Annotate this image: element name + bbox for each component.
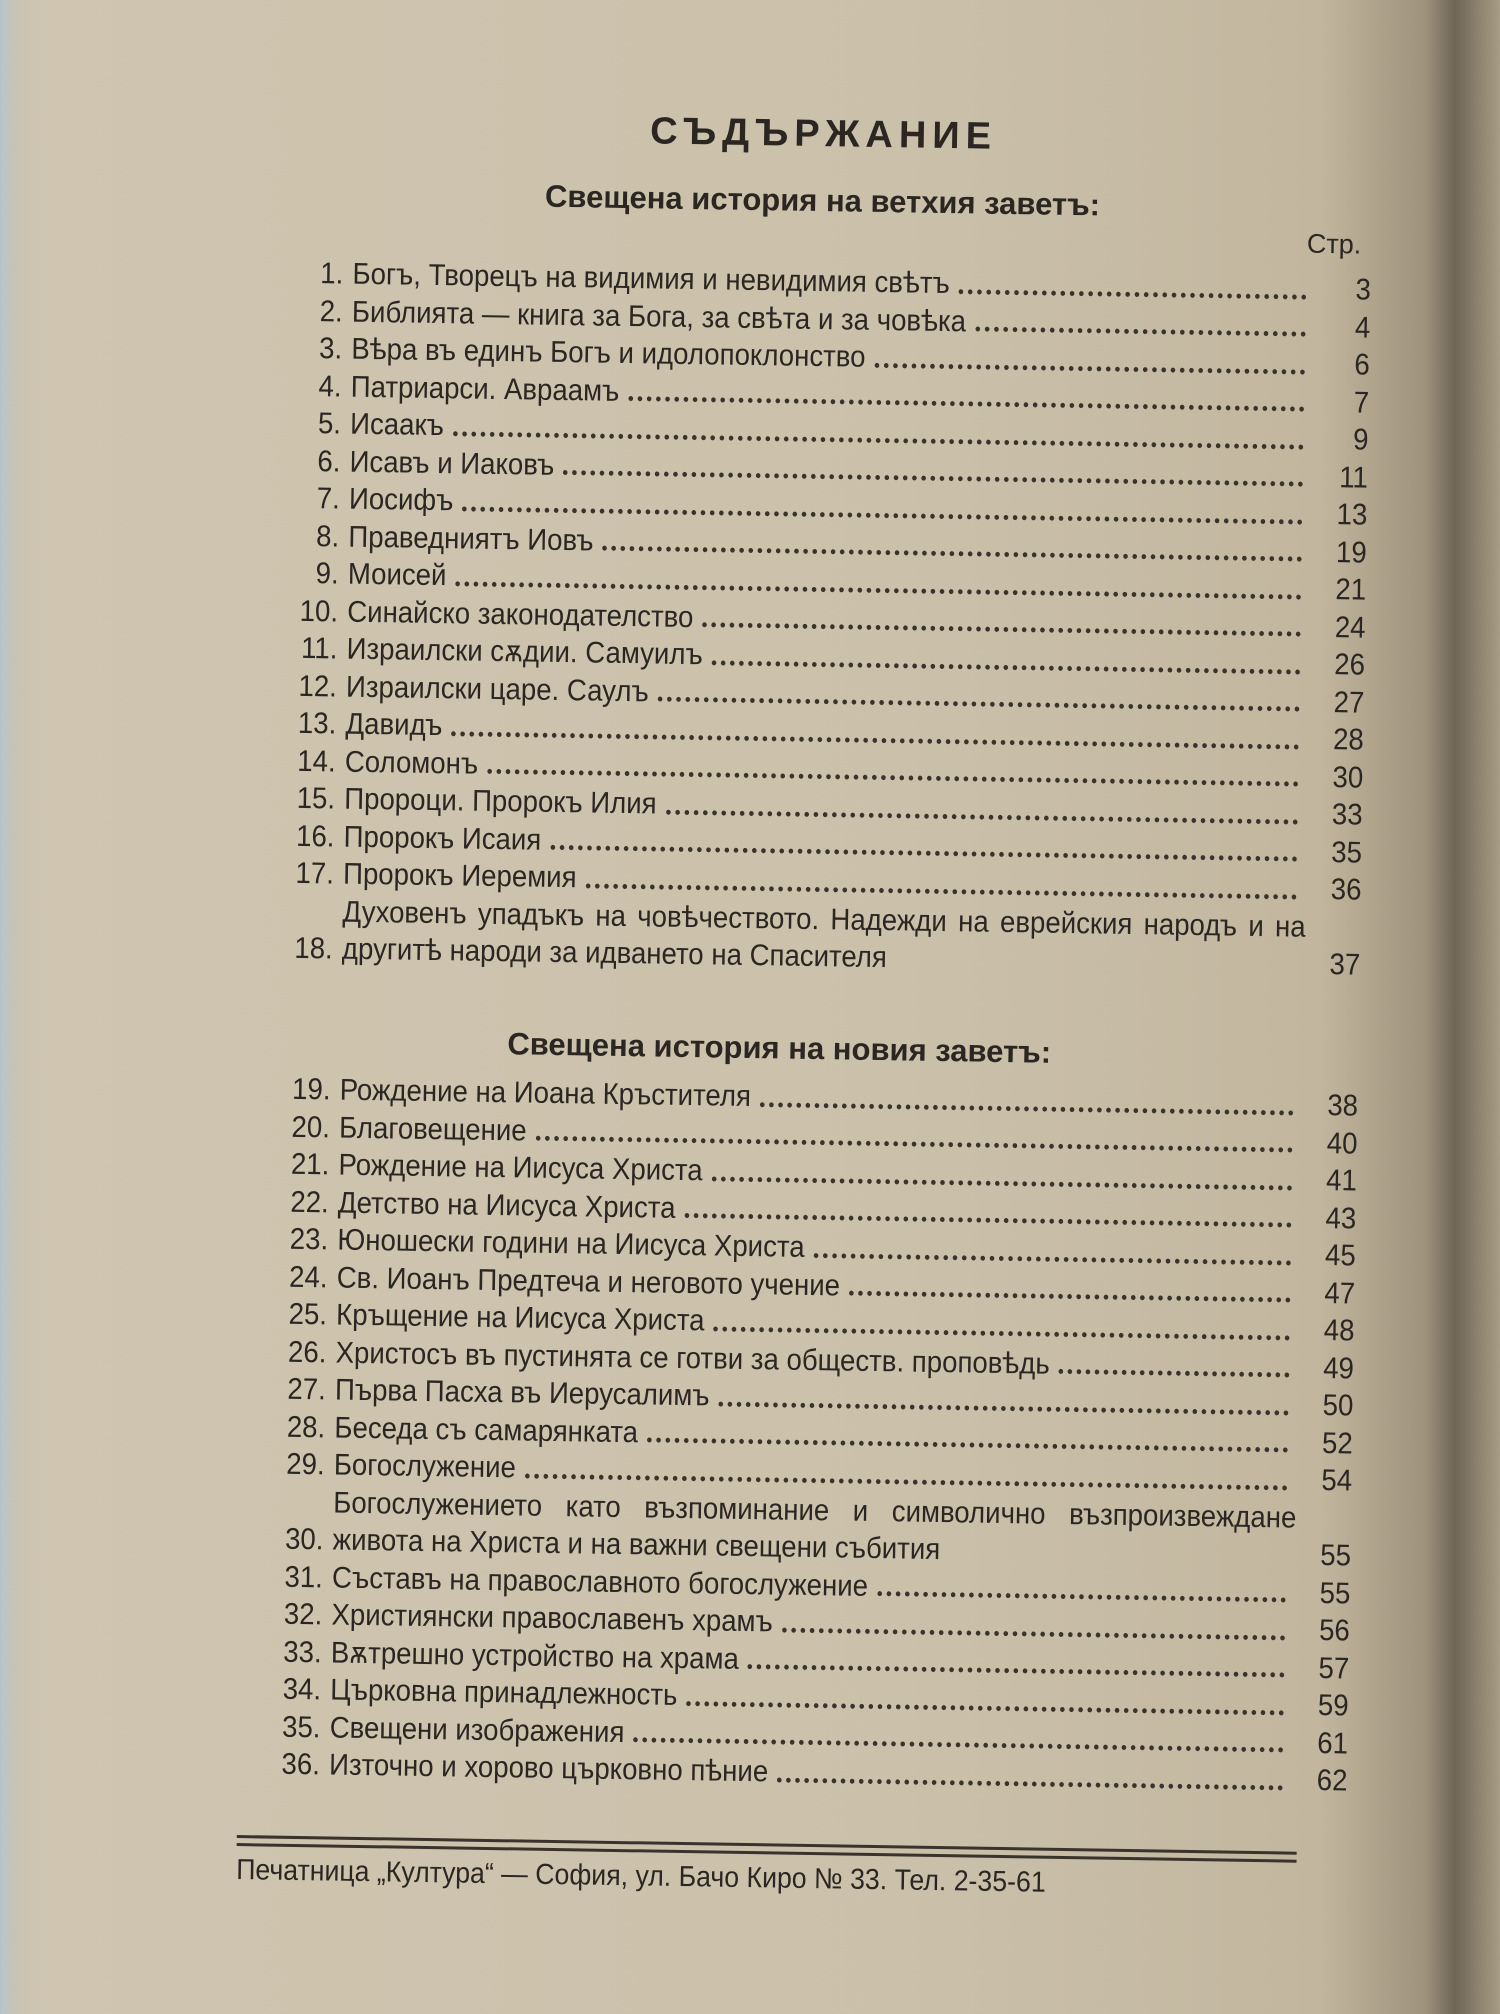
entry-title: Богъ, Творецъ на видимия и невидимия свѣтъ xyxy=(352,257,951,301)
entry-page: 49 xyxy=(1322,1351,1355,1386)
dot-leader xyxy=(877,1591,1286,1602)
entry-number: 13. xyxy=(297,706,337,741)
entry-title: Св. Иоанъ Предтеча и неговото учение xyxy=(336,1261,841,1302)
dot-leader xyxy=(849,1291,1291,1303)
dot-leader xyxy=(603,546,1303,562)
entry-title: Израилски царе. Саулъ xyxy=(345,670,650,708)
entry-title: Вѫтрешно устройство на храма xyxy=(330,1635,740,1676)
entry-page: 21 xyxy=(1335,573,1367,607)
entry-title: Христосъ въ пустинята се готви за обществ. проповѣдь xyxy=(335,1336,1051,1381)
entry-title: Кръщение на Иисуса Христа xyxy=(335,1298,705,1338)
entry-page: 24 xyxy=(1334,610,1366,645)
entry-title: Духовенъ упадъкъ на човѣчеството. Надежди на еврейския народъ и на другитѣ народи за идването на Спасителя xyxy=(341,895,1306,975)
entry-title: Праведниятъ Иовъ xyxy=(348,520,594,557)
entry-page: 62 xyxy=(1316,1764,1348,1798)
dot-leader xyxy=(719,1401,1289,1415)
entry-number: 17. xyxy=(295,856,335,891)
dot-leader xyxy=(712,660,1301,674)
entry-title: Юношески години на Иисуса Христа xyxy=(337,1223,805,1264)
entry-number: 25. xyxy=(288,1297,328,1332)
dot-leader xyxy=(666,809,1299,824)
dot-leader xyxy=(1059,1369,1290,1378)
entry-number: 5. xyxy=(317,407,342,441)
entry-page: 13 xyxy=(1336,498,1368,532)
entry-title: Рождение на Иисуса Христа xyxy=(338,1148,703,1188)
dot-leader xyxy=(714,1326,1290,1340)
entry-number: 24. xyxy=(288,1260,328,1294)
entry-title: Богослужението като възпоминание и символично възпроизвеждане живота на Христа и на важни свещени събития xyxy=(332,1486,1297,1567)
entry-title: Първа Пасха въ Иерусалимъ xyxy=(334,1373,710,1413)
entry-page: 6 xyxy=(1354,348,1370,382)
entry-number: 21. xyxy=(290,1147,330,1182)
dot-leader xyxy=(525,1473,1288,1490)
entry-title: Свещени изображения xyxy=(329,1710,625,1749)
entry-number: 27. xyxy=(287,1372,327,1407)
entry-number: 31. xyxy=(284,1560,324,1594)
dot-leader xyxy=(563,470,1303,487)
entry-page: 45 xyxy=(1324,1239,1356,1273)
entry-title: Библията — книга за Бога, за свѣта и за човѣка xyxy=(351,295,967,338)
entry-number: 33. xyxy=(283,1635,322,1669)
section-heading-old-testament: Свещена история на ветхия заветъ: xyxy=(544,178,1101,223)
entry-page: 55 xyxy=(1320,1539,1352,1573)
entry-title: Исаакъ xyxy=(349,407,445,443)
entry-title: Иосифъ xyxy=(348,482,454,518)
entry-number: 28. xyxy=(286,1410,326,1444)
dot-leader xyxy=(959,289,1307,299)
entry-page: 48 xyxy=(1323,1314,1355,1348)
old-testament-list xyxy=(240,254,1371,984)
entry-number: 2. xyxy=(319,294,344,329)
entry-page: 47 xyxy=(1324,1276,1356,1311)
entry-number: 18. xyxy=(294,931,334,966)
entry-page: 28 xyxy=(1332,723,1365,757)
entry-page: 36 xyxy=(1330,873,1362,907)
entry-title: Пророци. Пророкъ Илия xyxy=(344,782,657,821)
entry-number: 30. xyxy=(284,1522,324,1557)
entry-page: 4 xyxy=(1354,310,1371,345)
entry-number: 3. xyxy=(318,332,343,366)
dot-leader xyxy=(748,1664,1285,1677)
dot-leader xyxy=(712,1176,1293,1190)
dot-leader xyxy=(875,362,1306,374)
entry-title: Детство на Иисуса Христа xyxy=(337,1186,676,1225)
dot-leader xyxy=(777,1777,1283,1790)
entry-page: 3 xyxy=(1355,273,1372,307)
entry-page: 50 xyxy=(1322,1389,1354,1423)
entry-page: 26 xyxy=(1334,648,1366,682)
entry-page: 27 xyxy=(1333,685,1365,720)
entry-title: Патриарси. Авраамъ xyxy=(350,370,620,408)
entry-page: 57 xyxy=(1318,1651,1350,1685)
entry-title: Беседа съ самарянката xyxy=(334,1411,639,1449)
entry-number: 22. xyxy=(290,1185,330,1219)
entry-page: 61 xyxy=(1317,1726,1349,1760)
dot-leader xyxy=(975,326,1306,336)
entry-title: Благовещение xyxy=(338,1111,527,1148)
entry-number: 26. xyxy=(287,1335,327,1369)
dot-leader xyxy=(814,1253,1292,1266)
new-testament-list xyxy=(228,1070,1359,1800)
entry-number: 29. xyxy=(286,1447,325,1482)
entry-number: 20. xyxy=(291,1110,331,1144)
printer-imprint: Печатница „Култура“ — София, ул. Бачо Киро № 33. Тел. 2-35-61 xyxy=(236,1854,1046,1899)
dot-leader xyxy=(702,622,1301,636)
entry-number: 35. xyxy=(281,1710,321,1744)
dot-leader xyxy=(782,1627,1285,1640)
entry-title: Давидъ xyxy=(345,707,443,743)
dot-leader xyxy=(536,1136,1293,1153)
entry-title: Рождение на Иоана Кръстителя xyxy=(339,1073,752,1114)
entry-page: 37 xyxy=(1329,948,1361,982)
entry-page: 7 xyxy=(1353,385,1370,420)
dot-leader xyxy=(647,1437,1288,1452)
dot-leader xyxy=(686,1701,1284,1715)
entry-page: 55 xyxy=(1319,1576,1351,1611)
entry-number: 4. xyxy=(318,369,342,404)
entry-number: 15. xyxy=(296,781,336,816)
entry-title: Исавъ и Иаковъ xyxy=(349,445,555,482)
entry-title: Християнски православенъ храмъ xyxy=(331,1598,774,1639)
entry-number: 36. xyxy=(281,1747,321,1782)
entry-number: 12. xyxy=(298,669,338,703)
entry-number: 1. xyxy=(320,257,344,291)
entry-title: Пророкъ Исаия xyxy=(343,820,542,857)
entry-page: 19 xyxy=(1335,535,1368,570)
entry-number: 16. xyxy=(295,819,335,853)
entry-number: 14. xyxy=(297,744,336,778)
dot-leader xyxy=(633,1737,1283,1752)
entry-number: 23. xyxy=(289,1222,329,1257)
entry-page: 33 xyxy=(1331,798,1363,832)
entry-number: 10. xyxy=(299,594,339,628)
entry-title: Соломонъ xyxy=(344,745,479,781)
dot-leader xyxy=(586,883,1297,899)
section-heading-new-testament: Свещена история на новия заветъ: xyxy=(507,1026,1052,1070)
entry-page: 41 xyxy=(1325,1164,1358,1198)
entry-title: Богослужение xyxy=(333,1448,517,1485)
page-title: СЪДЪРЖАНИЕ xyxy=(649,110,998,158)
entry-page: 59 xyxy=(1317,1689,1349,1723)
dot-leader xyxy=(550,845,1297,862)
entry-title: Моисей xyxy=(347,557,447,593)
entry-page: 52 xyxy=(1321,1426,1354,1461)
entry-number: 9. xyxy=(315,557,339,591)
entry-title: Източно и хорово църковно пѣние xyxy=(328,1748,769,1789)
entry-title: Църковна принадлежность xyxy=(330,1673,678,1712)
entry-page: 38 xyxy=(1327,1089,1359,1123)
entry-page: 40 xyxy=(1326,1126,1358,1161)
entry-title: Съставъ на православното богослужение xyxy=(331,1561,869,1603)
entry-page: 9 xyxy=(1352,423,1369,457)
entry-page: 56 xyxy=(1318,1614,1351,1648)
entry-page: 30 xyxy=(1332,760,1364,795)
entry-title: Израилски сѫдии. Самуилъ xyxy=(346,632,703,672)
entry-page: 11 xyxy=(1339,460,1369,495)
entry-number: 34. xyxy=(282,1672,322,1707)
entry-page: 35 xyxy=(1331,835,1363,870)
entry-number: 19. xyxy=(291,1072,331,1107)
dot-leader xyxy=(628,396,1304,412)
dot-leader xyxy=(658,697,1300,712)
entry-title: Пророкъ Иеремия xyxy=(342,857,577,895)
entry-number: 32. xyxy=(283,1597,323,1632)
entry-number: 8. xyxy=(315,519,340,553)
entry-number: 6. xyxy=(317,444,341,478)
entry-number: 11. xyxy=(300,631,338,666)
entry-title: Вѣра въ единъ Богъ и идолопоклонство xyxy=(351,332,866,374)
entry-title: Синайско законодателство xyxy=(346,595,694,634)
dot-leader xyxy=(760,1102,1294,1115)
entry-page: 43 xyxy=(1325,1201,1357,1236)
entry-number: 7. xyxy=(316,482,341,516)
entry-page: 54 xyxy=(1321,1464,1353,1498)
page-column-label: Стр. xyxy=(1306,228,1362,260)
dot-leader xyxy=(685,1213,1292,1228)
